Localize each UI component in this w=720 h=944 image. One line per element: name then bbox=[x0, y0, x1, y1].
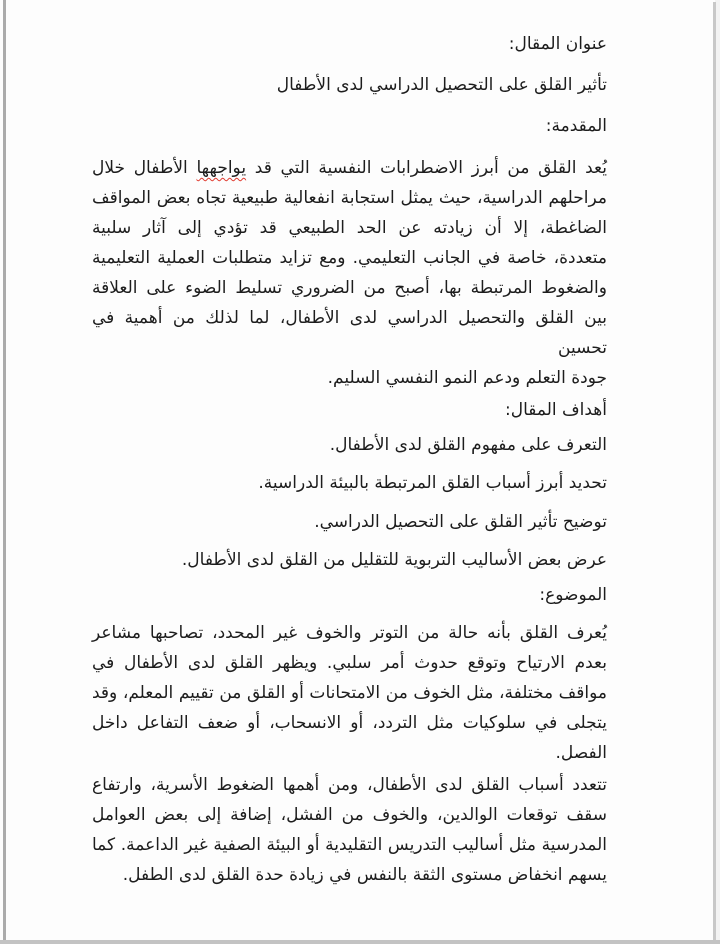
article-title-label: عنوان المقال: bbox=[508, 34, 607, 54]
subject-paragraph-2 bbox=[92, 770, 607, 890]
paragraph-line: والضغوط المرتبطة بها، أصبح من الضروري تسليط الضوء على العلاقة bbox=[92, 278, 607, 298]
paragraph-line: يسهم انخفاض مستوى الثقة بالنفس في زيادة حدة القلق لدى الطفل. bbox=[122, 865, 607, 885]
intro-line1-post: الأطفال خلال bbox=[92, 158, 197, 178]
paragraph-line: مواقف مختلفة، مثل الخوف من الامتحانات أو القلق من تقييم المعلم، وقد bbox=[92, 683, 607, 703]
paragraph-line: يتجلى في سلوكيات مثل التردد، أو الانسحاب، أو ضعف التفاعل داخل bbox=[92, 713, 607, 733]
goal-item: عرض بعض الأساليب التربوية للتقليل من القلق لدى الأطفال. bbox=[181, 550, 607, 570]
paragraph-line: بين القلق والتحصيل الدراسي لدى الأطفال، لما لذلك من أهمية في تحسين bbox=[92, 308, 607, 358]
paragraph-line: بعدم الارتياح وتوقع حدوث أمر سلبي. ويظهر القلق لدى الأطفال في bbox=[92, 653, 607, 673]
page-bottom-edge-line bbox=[0, 940, 720, 944]
paragraph-line: يُعرف القلق بأنه حالة من التوتر والخوف غير المحدد، تصاحبها مشاعر bbox=[92, 623, 607, 643]
goal-item: التعرف على مفهوم القلق لدى الأطفال. bbox=[329, 435, 607, 455]
article-title: تأثير القلق على التحصيل الدراسي لدى الأطفال bbox=[276, 75, 607, 95]
paragraph-line: جودة التعلم ودعم النمو النفسي السليم. bbox=[327, 368, 607, 388]
paragraph-line bbox=[92, 153, 607, 183]
paragraph-line: الفصل. bbox=[555, 743, 607, 763]
intro-line1-pre: يُعد القلق من أبرز الاضطرابات النفسية التي قد bbox=[246, 158, 607, 178]
goals-heading: أهداف المقال: bbox=[505, 400, 607, 420]
paragraph-line: الضاغطة، إلا أن زيادته عن الحد الطبيعي قد تؤدي إلى آثار سلبية bbox=[92, 218, 607, 238]
document-content bbox=[92, 0, 607, 890]
goal-item: تحديد أبرز أسباب القلق المرتبطة بالبيئة الدراسية. bbox=[258, 473, 607, 493]
introduction-heading: المقدمة: bbox=[545, 116, 607, 136]
paragraph-line: متعددة، خاصة في الجانب التعليمي. ومع تزايد متطلبات العملية التعليمية bbox=[92, 248, 607, 268]
goal-item: توضيح تأثير القلق على التحصيل الدراسي. bbox=[314, 512, 607, 532]
subject-paragraph-1 bbox=[92, 618, 607, 768]
page-left-edge-line bbox=[3, 0, 6, 941]
paragraph-line: تتعدد أسباب القلق لدى الأطفال، ومن أهمها الضغوط الأسرية، وارتفاع bbox=[92, 775, 607, 795]
subject-heading: الموضوع: bbox=[539, 585, 607, 605]
misspelled-word-spellcheck: يواجهها bbox=[196, 158, 247, 178]
paragraph-line: المدرسية مثل أساليب التدريس التقليدية أو البيئة الصفية غير الداعمة. كما bbox=[92, 835, 607, 855]
paragraph-line: سقف توقعات الوالدين، والخوف من الفشل، إضافة إلى بعض العوامل bbox=[92, 805, 607, 825]
introduction-paragraph bbox=[92, 153, 607, 393]
page-right-edge-line bbox=[713, 2, 716, 941]
paragraph-line: مراحلهم الدراسية، حيث يمثل استجابة انفعالية طبيعية تجاه بعض المواقف bbox=[92, 188, 607, 208]
